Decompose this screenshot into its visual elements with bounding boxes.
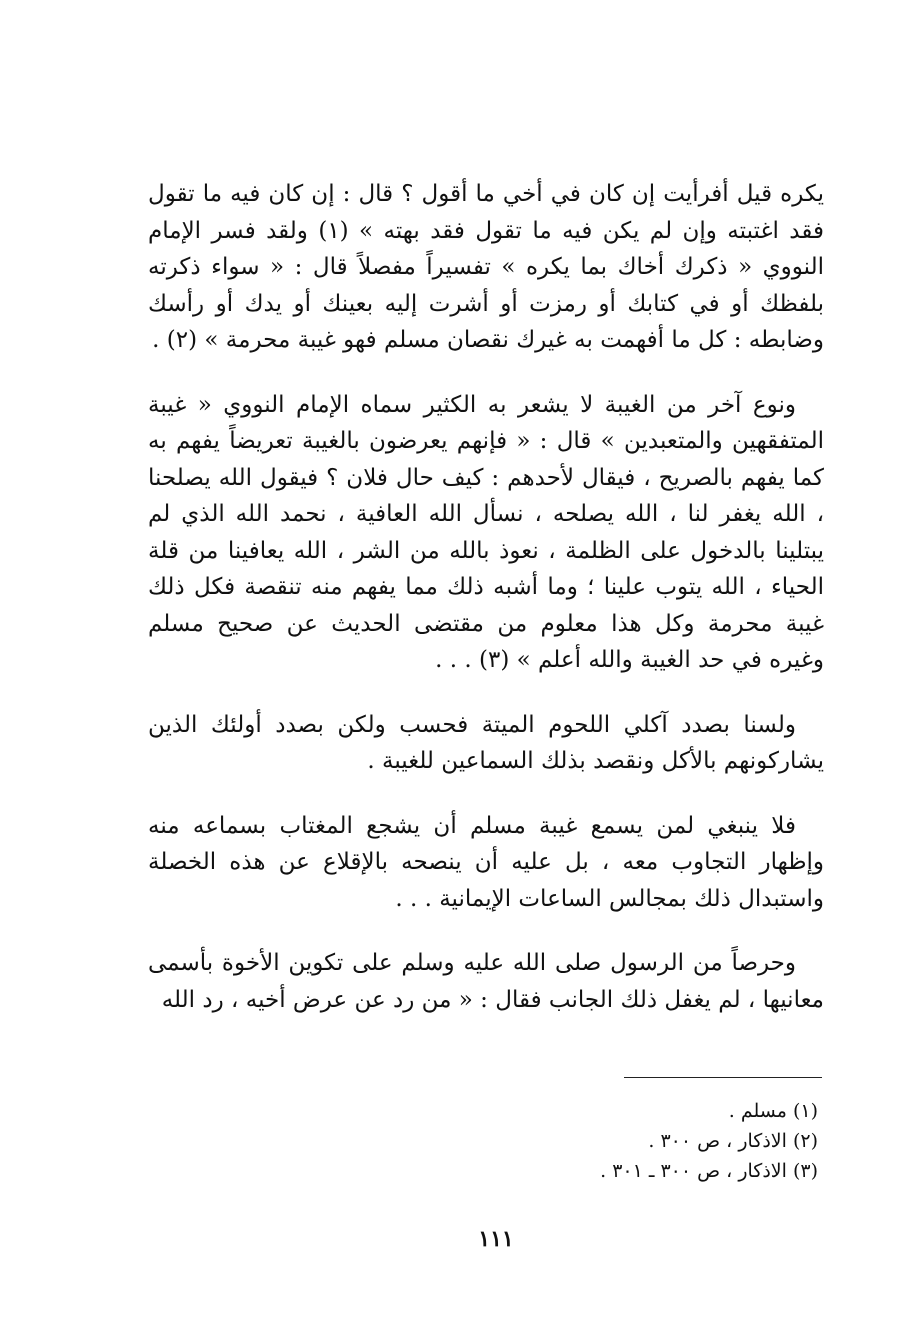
footnote-3: (٣) الاذكار ، ص ٣٠٠ ـ ٣٠١ . bbox=[600, 1160, 818, 1182]
footnote-2: (٢) الاذكار ، ص ٣٠٠ . bbox=[648, 1130, 818, 1152]
footnote-1: (١) مسلم . bbox=[728, 1100, 818, 1122]
paragraph-5: وحرصاً من الرسول صلى الله عليه وسلم على تكوين الأخوة بأسمى معانيها ، لم يغفل ذلك الجانب فقال : « من رد عن عرض أخيه ، رد الله bbox=[148, 950, 824, 1013]
paragraph-4: فلا ينبغي لمن يسمع غيبة مسلم أن يشجع المغتاب بسماعه منه وإظهار التجاوب معه ، بل عليه أن ينصحه بالإقلاع عن هذه الخصلة واستبدال ذلك بمجالس الساعات الإيمانية . . . bbox=[148, 812, 824, 912]
paragraph-1: يكره قيل أفرأيت إن كان في أخي ما أقول ؟ قال : إن كان فيه ما تقول فقد اغتبته وإن لم يكن فيه ما تقول فقد بهته » (١) ولقد فسر الإمام النووي « ذكرك أخاك بما يكره » تفسيراً مفصلاً قال : « سواء ذكرته بلفظك أو في كتابك أو رمزت أو أشرت إليه بعينك أو يدك أو رأسك وضابطه : كل ما أفهمت به غيرك نقصان مسلم فهو غيبة محرمة » (٢) . bbox=[148, 181, 824, 353]
body-text bbox=[148, 176, 824, 1046]
page-number: ١١١ bbox=[478, 1226, 514, 1252]
footnote-divider bbox=[624, 1077, 822, 1078]
paragraph-2: ونوع آخر من الغيبة لا يشعر به الكثير سماه الإمام النووي « غيبة المتفقهين والمتعبدين » قال : « فإنهم يعرضون بالغيبة تعريضاً يفهم به كما يفهم بالصريح ، فيقال لأحدهم : كيف حال فلان ؟ فيقول الله يصلحنا ، الله يغفر لنا ، الله يصلحه ، نسأل الله العافية ، نحمد الله الذي لم يبتلينا بالدخول على الظلمة ، نعوذ بالله من الشر ، الله يعافينا من قلة الحياء ، الله يتوب علينا ؛ وما أشبه ذلك مما يفهم منه تنقصة فكل ذلك غيبة محرمة وكل هذا معلوم من مقتضى الحديث عن صحيح مسلم وغيره في حد الغيبة والله أعلم » (٣) . . . bbox=[148, 391, 824, 673]
footnotes bbox=[398, 1096, 818, 1186]
paragraph-3: ولسنا بصدد آكلي اللحوم الميتة فحسب ولكن بصدد أولئك الذين يشاركونهم بالأكل ونقصد بذلك السماعين للغيبة . bbox=[148, 711, 824, 774]
